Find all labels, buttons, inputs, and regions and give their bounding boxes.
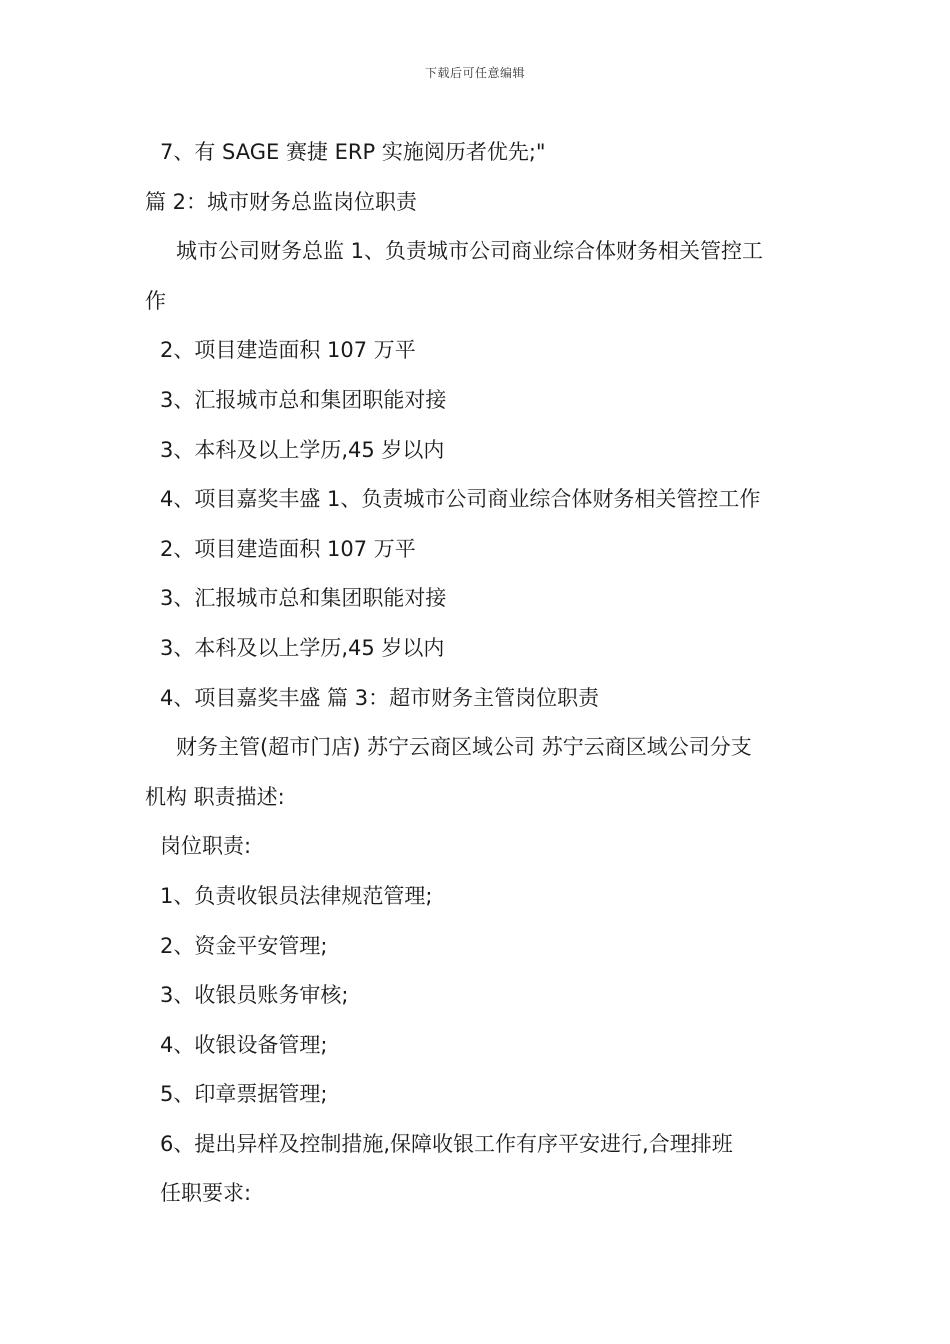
- text-line: 城市公司财务总监 1、负责城市公司商业综合体财务相关管控工: [176, 239, 764, 264]
- list-item: 6、提出异样及控制措施,保障收银工作有序平安进行,合理排班: [160, 1131, 733, 1156]
- text-line: 3、本科及以上学历,45 岁以内: [160, 635, 445, 660]
- text-line: 4、项目嘉奖丰盛 1、负责城市公司商业综合体财务相关管控工作: [160, 487, 761, 512]
- text-line: 机构 职责描述:: [145, 784, 285, 809]
- text-line: 2、项目建造面积 107 万平: [160, 536, 416, 561]
- text-line: 4、项目嘉奖丰盛 篇 3：超市财务主管岗位职责: [160, 685, 600, 710]
- section-heading: 篇 2：城市财务总监岗位职责: [145, 189, 418, 214]
- subheading: 岗位职责:: [160, 834, 252, 859]
- text-line: 3、汇报城市总和集团职能对接: [160, 586, 447, 611]
- text-line: 财务主管(超市门店) 苏宁云商区域公司 苏宁云商区域公司分支: [176, 735, 752, 760]
- text-line: 2、项目建造面积 107 万平: [160, 338, 416, 363]
- list-item: 5、印章票据管理;: [160, 1082, 328, 1107]
- page-header: 下载后可任意编辑: [424, 66, 525, 80]
- text-line: 7、有 SAGE 赛捷 ERP 实施阅历者优先;": [160, 140, 546, 164]
- list-item: 3、收银员账务审核;: [160, 983, 349, 1008]
- text-line: 3、汇报城市总和集团职能对接: [160, 387, 447, 412]
- list-item: 2、资金平安管理;: [160, 933, 328, 958]
- list-item: 4、收银设备管理;: [160, 1032, 328, 1057]
- text-line: 3、本科及以上学历,45 岁以内: [160, 437, 445, 462]
- text-line: 作: [145, 288, 166, 313]
- subheading: 任职要求:: [160, 1181, 252, 1206]
- list-item: 1、负责收银员法律规范管理;: [160, 883, 433, 908]
- document-body: [145, 128, 815, 1219]
